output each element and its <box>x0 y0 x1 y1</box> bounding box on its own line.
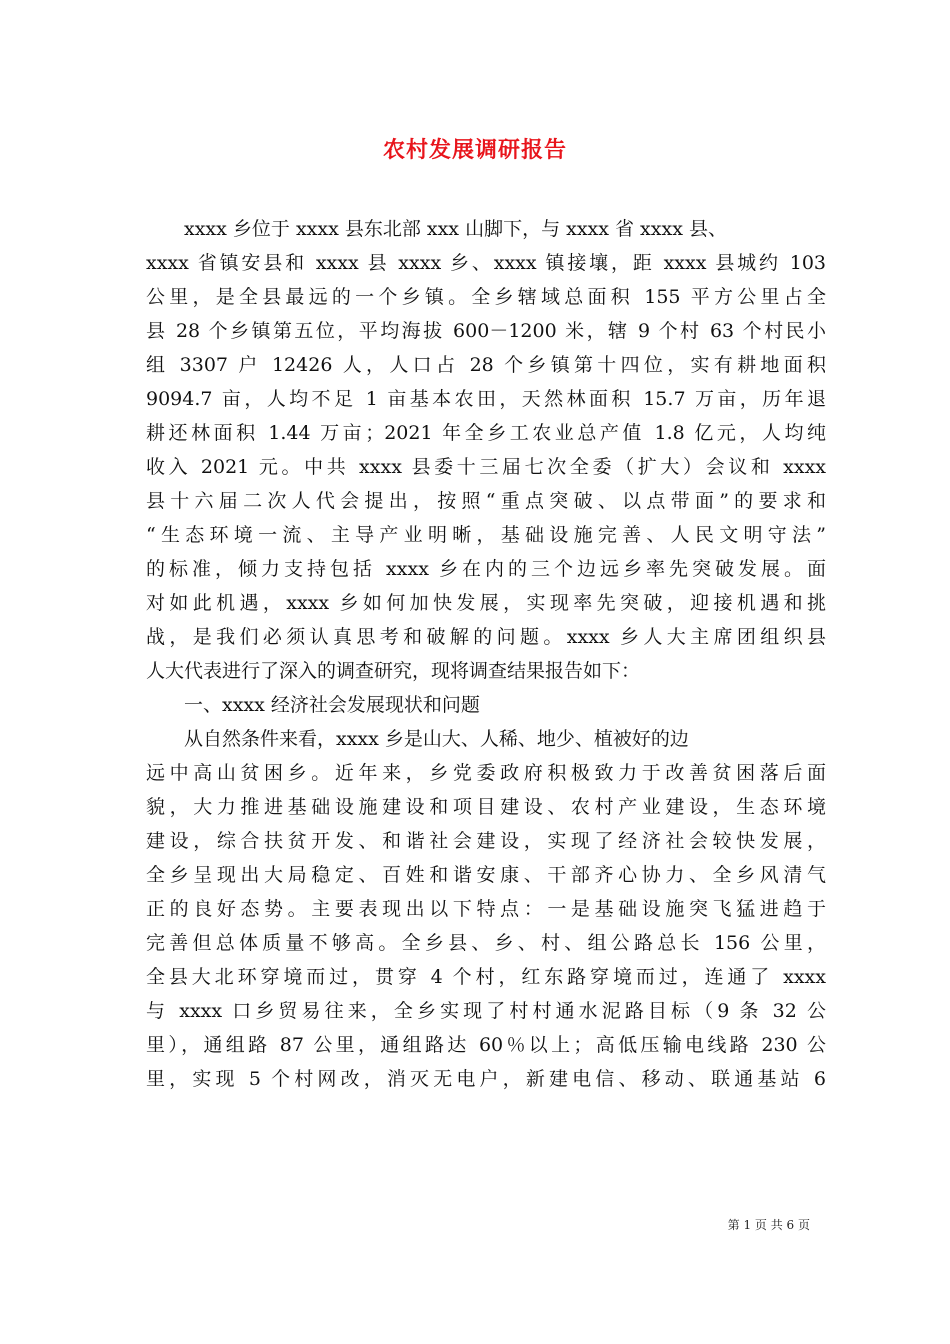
document-title: 农村发展调研报告 <box>382 137 567 163</box>
body-line: 9094.7 亩，人均不足 1 亩基本农田，天然林面积 15.7 万亩，历年退 <box>146 388 826 410</box>
body-line: 组 3307 户 12426 人，人口占 28 个乡镇第十四位，实有耕地面积 <box>146 354 826 376</box>
body-line: 县 28 个乡镇第五位，平均海拔 600－1200 米，辖 9 个村 63 个村民小 <box>146 320 826 342</box>
body-line: 里），通组路 87 公里，通组路达 60％以上；高低压输电线路 230 公 <box>146 1034 826 1056</box>
section-heading: 一、xxxx 经济社会发展现状和问题 <box>184 694 480 716</box>
body-line: 战，是我们必须认真思考和破解的问题。xxxx 乡人大主席团组织县 <box>146 626 826 648</box>
body-line: 貌，大力推进基础设施建设和项目建设、农村产业建设，生态环境 <box>146 796 826 818</box>
body-line: 里，实现 5 个村网改，消灭无电户，新建电信、移动、联通基站 6 <box>146 1068 826 1090</box>
page-number: 第 1 页 共 6 页 <box>727 1218 810 1232</box>
body-line: 县十六届二次人代会提出，按照“重点突破、以点带面”的要求和 <box>146 490 826 512</box>
body-line: 从自然条件来看，xxxx 乡是山大、人稀、地少、植被好的边 <box>184 728 689 750</box>
body-line: xxxx 省镇安县和 xxxx 县 xxxx 乡、xxxx 镇接壤，距 xxxx 县城约 103 <box>146 252 826 274</box>
body-line: 收入 2021 元。中共 xxxx 县委十三届七次全委（扩大）会议和 xxxx <box>146 456 826 478</box>
body-line: 完善但总体质量不够高。全乡县、乡、村、组公路总长 156 公里， <box>146 932 826 954</box>
body-line: 对如此机遇，xxxx 乡如何加快发展，实现率先突破，迎接机遇和挑 <box>146 592 826 614</box>
body-line: 全县大北环穿境而过，贯穿 4 个村，红东路穿境而过，连通了 xxxx <box>146 966 826 988</box>
body-line: 正的良好态势。主要表现出以下特点：一是基础设施突飞猛进趋于 <box>146 898 826 920</box>
body-line: “生态环境一流、主导产业明晰，基础设施完善、人民文明守法” <box>146 524 826 546</box>
body-line: 与 xxxx 口乡贸易往来，全乡实现了村村通水泥路目标（9 条 32 公 <box>146 1000 826 1022</box>
body-line: 建设，综合扶贫开发、和谐社会建设，实现了经济社会较快发展， <box>146 830 826 852</box>
body-line: 公里，是全县最远的一个乡镇。全乡辖域总面积 155 平方公里占全 <box>146 286 826 308</box>
body-line: 人大代表进行了深入的调查研究，现将调查结果报告如下： <box>146 660 641 682</box>
body-line: 全乡呈现出大局稳定、百姓和谐安康、干部齐心协力、全乡风清气 <box>146 864 826 886</box>
body-line: 耕还林面积 1.44 万亩；2021 年全乡工农业总产值 1.8 亿元，人均纯 <box>146 422 826 444</box>
body-line: xxxx 乡位于 xxxx 县东北部 xxx 山脚下，与 xxxx 省 xxxx 县、 <box>184 218 727 240</box>
document-body <box>146 212 826 1096</box>
body-line: 的标准，倾力支持包括 xxxx 乡在内的三个边远乡率先突破发展。面 <box>146 558 826 580</box>
body-line: 远中高山贫困乡。近年来，乡党委政府积极致力于改善贫困落后面 <box>146 762 826 784</box>
